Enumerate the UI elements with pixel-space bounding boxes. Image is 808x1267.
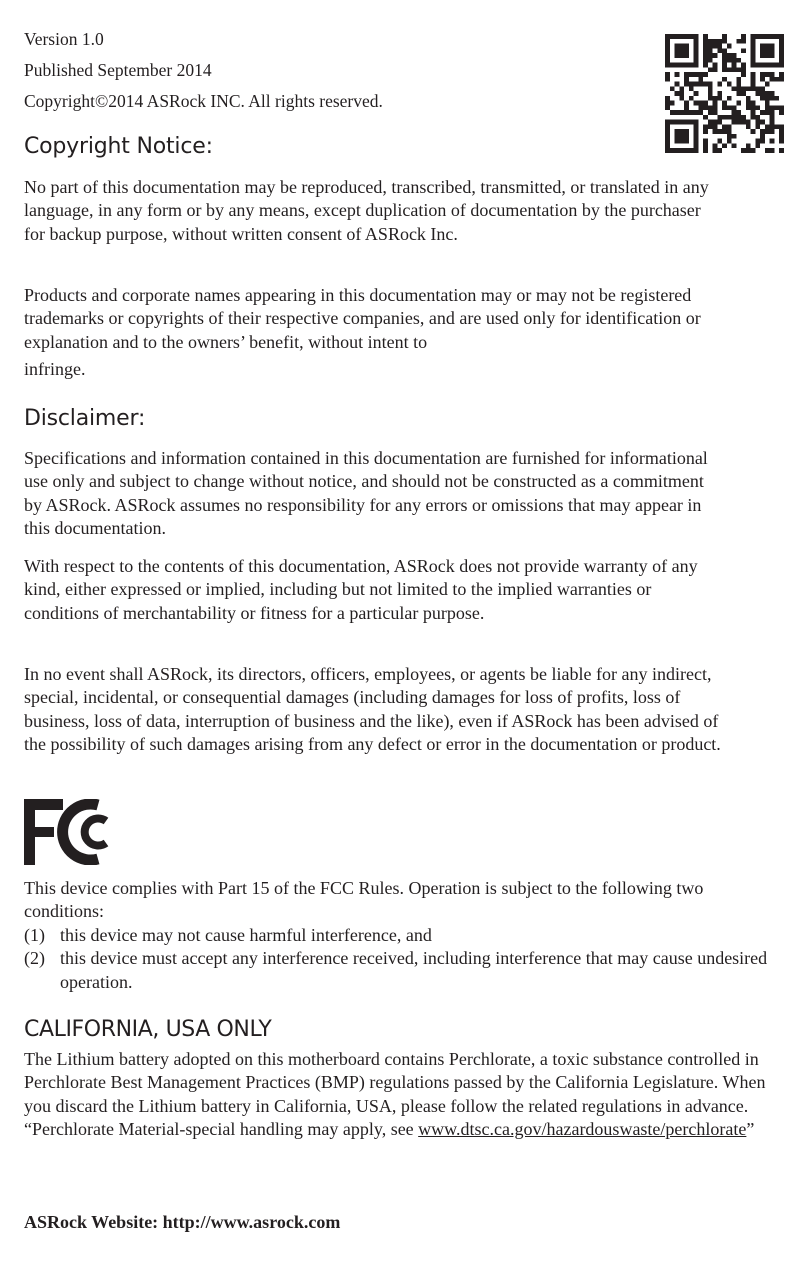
california-text: The Lithium battery adopted on this motherboard contains Perchlorate, a toxic substance controlled in Perchlorate Best Management Practices (BMP) regulations passed by the California Legislature. When you discard the Lithium battery in California, USA, please follow the related regulations in advance.: [24, 1049, 766, 1116]
fcc-condition-1: [24, 924, 784, 947]
fcc-condition-number: (1): [24, 924, 45, 945]
copyright-notice-heading: Copyright Notice:: [24, 134, 213, 159]
qr-code: [665, 34, 784, 153]
asrock-website: ASRock Website: http://www.asrock.com: [24, 1212, 341, 1232]
document-page: [24, 24, 794, 1232]
disclaimer-paragraph-2: With respect to the contents of this documentation, ASRock does not provide warranty of any kind, either expressed or implied, including but not limited to the implied warranties or conditions of merchantability or fitness for a particular purpose.: [24, 556, 698, 623]
copyright-paragraph-2-main: Products and corporate names appearing in this documentation may or may not be registered trademarks or copyrights of their respective companies, and are used only for identification or explanation and to the owners’ benefit, without intent to: [24, 285, 701, 352]
perchlorate-quote-suffix: ”: [746, 1119, 755, 1140]
fcc-logo: [24, 799, 116, 865]
disclaimer-paragraph-1: Specifications and information contained in this documentation are furnished for informational use only and subject to change without notice, and should not be constructed as a commitment by ASRock. ASRock assumes no responsibility for any errors or omissions that may appear in this documentation.: [24, 448, 708, 539]
fcc-condition-text: this device may not cause harmful interference, and: [60, 924, 432, 945]
california-paragraph: [24, 1048, 794, 1142]
disclaimer-heading: Disclaimer:: [24, 406, 146, 431]
copyright-paragraph-2-end: infringe.: [24, 359, 86, 380]
copyright-paragraph-1: No part of this documentation may be reproduced, transcribed, transmitted, or translated in any language, in any form or by any means, except duplication of documentation by the purchaser for backup purpose, without written consent of ASRock Inc.: [24, 177, 709, 244]
disclaimer-paragraph-3: In no event shall ASRock, its directors, officers, employees, or agents be liable for any indirect, special, incidental, or consequential damages (including damages for loss of profits, loss of business, loss of data, interruption of business and the like), even if ASRock has been advised of the possibility of such damages arising from any defect or error in the documentation or product.: [24, 664, 721, 755]
fcc-condition-number: (2): [24, 948, 45, 969]
fcc-condition-text: this device must accept any interference received, including interference that may cause undesired operation.: [60, 948, 768, 992]
california-heading: CALIFORNIA, USA ONLY: [24, 1017, 272, 1042]
published-line: Published September 2014: [24, 60, 212, 80]
copyright-line: Copyright©2014 ASRock INC. All rights reserved.: [24, 91, 383, 111]
version-line: Version 1.0: [24, 29, 104, 49]
perchlorate-link[interactable]: www.dtsc.ca.gov/hazardouswaste/perchlorate: [418, 1119, 747, 1140]
fcc-condition-2: [24, 947, 784, 994]
fcc-intro: This device complies with Part 15 of the FCC Rules. Operation is subject to the following two conditions:: [24, 878, 704, 922]
copyright-paragraph-2: [24, 284, 734, 382]
fcc-statement: [24, 877, 784, 994]
perchlorate-quote-prefix: “Perchlorate Material-special handling may apply, see: [24, 1119, 419, 1140]
